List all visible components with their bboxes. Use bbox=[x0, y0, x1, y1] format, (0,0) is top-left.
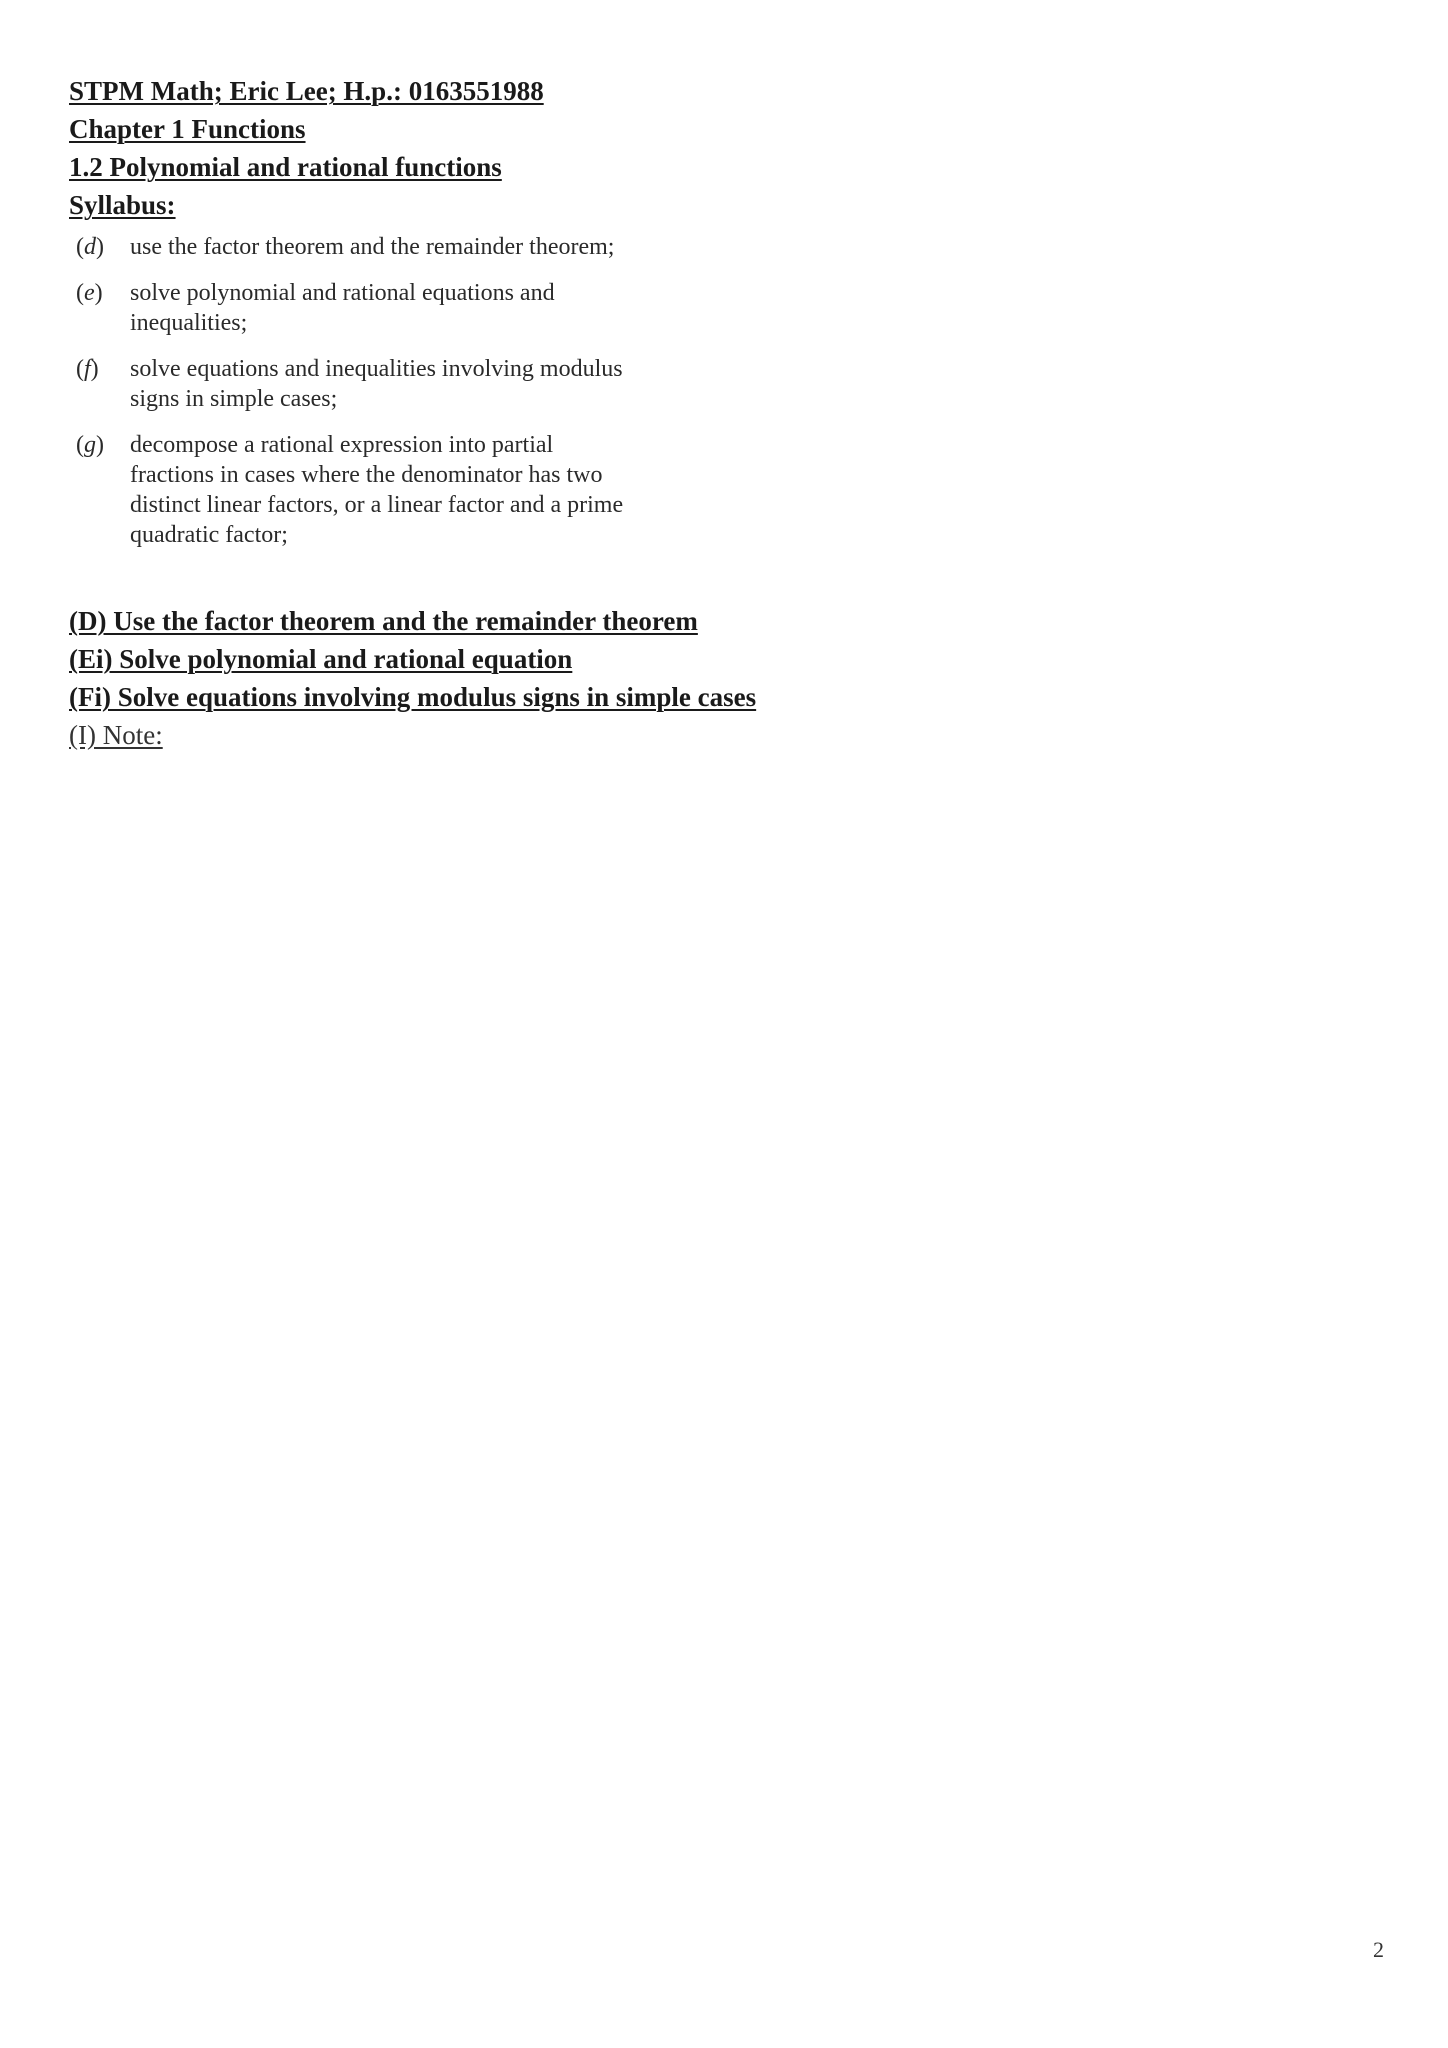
author-contact-line: STPM Math; Eric Lee; H.p.: 0163551988 bbox=[69, 76, 544, 106]
note-heading: (I) Note: bbox=[69, 720, 163, 750]
syllabus-list bbox=[76, 232, 636, 566]
section-headings bbox=[69, 602, 756, 754]
syllabus-item-label: (e) bbox=[76, 280, 103, 306]
syllabus-item-text: decompose a rational expression into partial fractions in cases where the denominator has two distinct linear factors, or a linear factor and a prime quadratic factor; bbox=[130, 432, 624, 548]
syllabus-item-g bbox=[76, 430, 636, 550]
heading-factor-remainder-theorem: (D) Use the factor theorem and the remainder theorem bbox=[69, 606, 698, 636]
syllabus-item-text: solve polynomial and rational equations and inequalities; bbox=[130, 280, 555, 336]
section-title: 1.2 Polynomial and rational functions bbox=[69, 152, 502, 182]
syllabus-item-f bbox=[76, 354, 636, 414]
syllabus-item-d bbox=[76, 232, 636, 262]
chapter-title: Chapter 1 Functions bbox=[69, 114, 306, 144]
heading-polynomial-rational-equation: (Ei) Solve polynomial and rational equation bbox=[69, 644, 573, 674]
syllabus-item-text: use the factor theorem and the remainder theorem; bbox=[130, 234, 615, 260]
syllabus-item-text: solve equations and inequalities involving modulus signs in simple cases; bbox=[130, 356, 623, 412]
syllabus-item-label: (g) bbox=[76, 432, 104, 458]
document-header bbox=[69, 72, 544, 224]
syllabus-heading: Syllabus: bbox=[69, 190, 176, 220]
syllabus-item-label: (f) bbox=[76, 356, 99, 382]
syllabus-item-e bbox=[76, 278, 636, 338]
page-number: 2 bbox=[1373, 1937, 1384, 1962]
syllabus-item-label: (d) bbox=[76, 234, 104, 260]
heading-modulus-equations: (Fi) Solve equations involving modulus signs in simple cases bbox=[69, 682, 757, 712]
